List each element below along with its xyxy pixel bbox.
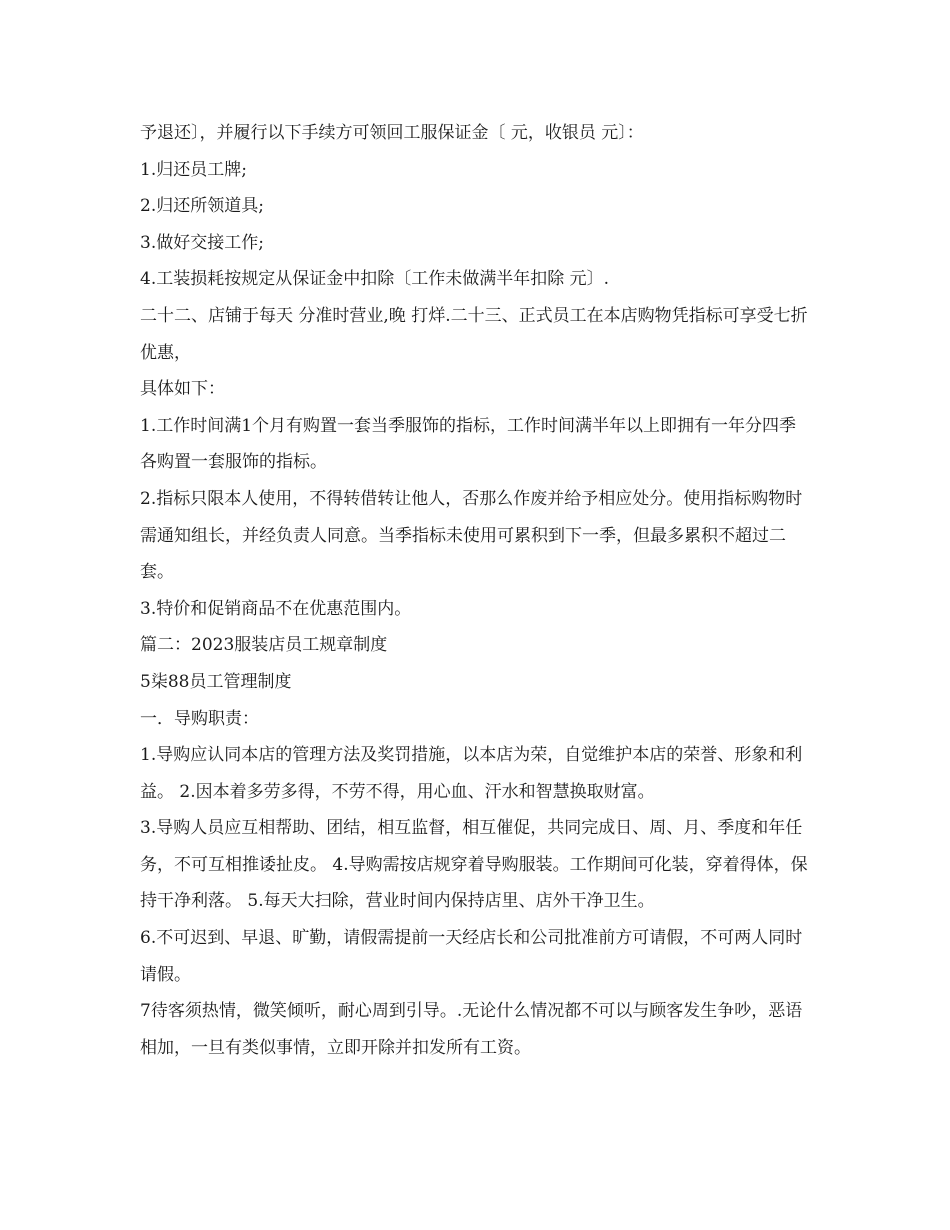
section-subheading: 5柒88员工管理制度 — [140, 671, 292, 692]
paragraph: 予退还〕，并履行以下手续方可领回工服保证金〔 元，收银员 元〕： — [140, 123, 644, 143]
paragraph: 1.归还员工牌; — [140, 159, 247, 180]
paragraph: 6.不可迟到、早退、旷勤，请假需提前一天经店长和公司批准前方可请假，不可两人同时请假。 — [140, 928, 803, 985]
paragraph: 二十二、店铺于每天 分准时营业,晚 打烊.二十三、正式员工在本店购物凭指标可享受七折优惠， — [140, 305, 808, 363]
document-body — [140, 115, 810, 1066]
paragraph: 3.做好交接工作; — [140, 232, 264, 253]
paragraph: 2.归还所领道具; — [140, 196, 264, 217]
paragraph: 3.导购人员应互相帮助、团结，相互监督，相互催促，共同完成日、周、月、季度和年任务，不可互相推诿扯皮。 4.导购需按店规穿着导购服装。工作期间可化装，穿着得体，保持干净利落。 5.每天大扫除，营业时间内保持店里、店外干净卫生。 — [140, 818, 808, 912]
section-heading: 篇二：2023服装店员工规章制度 — [140, 635, 388, 656]
paragraph: 3.特价和促销商品不在优惠范围内。 — [140, 598, 412, 619]
paragraph: 2.指标只限本人使用，不得转借转让他人，否那么作废并给予相应处分。使用指标购物时需通知组长，并经负责人同意。当季指标未使用可累积到下一季，但最多累积不超过二套。 — [140, 488, 803, 583]
section-subheading: 一．导购职责： — [140, 708, 259, 729]
paragraph: 1.工作时间满1个月有购置一套当季服饰的指标，工作时间满半年以上即拥有一年分四季各购置一套服饰的指标。 — [140, 415, 797, 473]
paragraph: 具体如下： — [140, 379, 225, 400]
paragraph: 4.工装损耗按规定从保证金中扣除〔工作未做满半年扣除 元〕. — [140, 269, 610, 290]
paragraph: 7待客须热情，微笑倾听，耐心周到引导。.无论什么情况都不可以与顾客发生争吵，恶语相加，一旦有类似事情，立即开除并扣发所有工资。 — [140, 1001, 803, 1058]
paragraph: 1.导购应认同本店的管理方法及奖罚措施，以本店为荣，自觉维护本店的荣誉、形象和利益。 2.因本着多劳多得，不劳不得，用心血、汗水和智慧换取财富。 — [140, 745, 803, 802]
